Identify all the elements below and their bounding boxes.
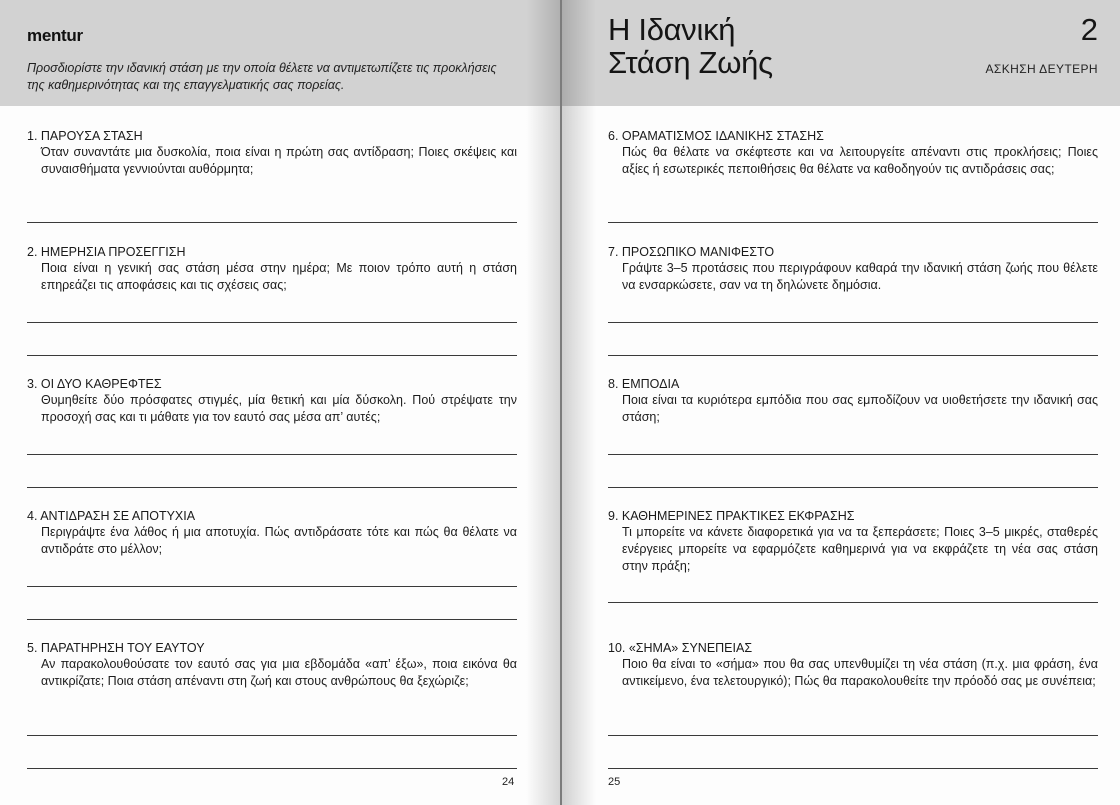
brand-logo: mentur: [27, 26, 83, 45]
question-body: Ποια είναι η γενική σας στάση μέσα στην ημέρα; Με ποιον τρόπο αυτή η στάση επηρεάζει τις αποφάσεις και τις σχέσεις σας;: [41, 261, 517, 292]
answer-line[interactable]: [608, 487, 1098, 488]
answer-line[interactable]: [608, 768, 1098, 769]
page-title: [608, 13, 773, 79]
intro-text: Προσδιορίστε την ιδανική στάση με την οποία θέλετε να αντιμετωπίζετε τις προκλήσεις της καθημερινότητας και της επαγγελματικής σας πορείας.: [27, 61, 497, 92]
question-body: Ποια είναι τα κυριότερα εμπόδια που σας εμποδίζουν να υιοθετήσετε την ιδανική σας στάση;: [622, 393, 1098, 424]
question-body: Θυμηθείτε δύο πρόσφατες στιγμές, μία θετική και μία δύσκολη. Πού στρέψατε την προσοχή σας και τι μάθατε για τον εαυτό σας μέσα απ’ αυτές;: [41, 393, 517, 424]
question-8: [608, 376, 1098, 426]
question-6: [608, 128, 1098, 178]
answer-line[interactable]: [27, 619, 517, 620]
question-title: 8. ΕΜΠΟΔΙΑ: [608, 377, 680, 391]
question-body: Περιγράψτε ένα λάθος ή μια αποτυχία. Πώς αντιδράσατε τότε και πώς θα θέλατε να αντιδράτε στο μέλλον;: [41, 525, 517, 556]
question-3: [27, 376, 517, 426]
answer-line[interactable]: [608, 454, 1098, 455]
question-title: 9. ΚΑΘΗΜΕΡΙΝΕΣ ΠΡΑΚΤΙΚΕΣ ΕΚΦΡΑΣΗΣ: [608, 509, 855, 523]
question-body: Πώς θα θέλατε να σκέφτεστε και να λειτουργείτε απέναντι στις προκλήσεις; Ποιες αξίες ή εσωτερικές πεποιθήσεις θα θέλατε να καθοδηγούν τις αντιδράσεις σας;: [622, 145, 1098, 176]
answer-line[interactable]: [27, 454, 517, 455]
answer-line[interactable]: [27, 322, 517, 323]
answer-line[interactable]: [608, 602, 1098, 603]
page-number: 25: [608, 776, 621, 788]
question-2: [27, 244, 517, 294]
answer-line[interactable]: [608, 222, 1098, 223]
question-title: 5. ΠΑΡΑΤΗΡΗΣΗ ΤΟΥ ΕΑΥΤΟΥ: [27, 641, 205, 655]
question-title: 1. ΠΑΡΟΥΣΑ ΣΤΑΣΗ: [27, 129, 143, 143]
question-title: 3. ΟΙ ΔΥΟ ΚΑΘΡΕΦΤΕΣ: [27, 377, 162, 391]
question-body: Ποιο θα είναι το «σήμα» που θα σας υπενθυμίζει τη νέα στάση (π.χ. μια φράση, ένα αντικείμενο, ένα τελετουργικό); Πώς θα παρακολουθείτε την πρόοδό σας με συνέπεια;: [622, 657, 1098, 688]
question-10: [608, 640, 1098, 690]
exercise-subtitle: ΑΣΚΗΣΗ ΔΕΥΤΕΡΗ: [985, 62, 1098, 76]
answer-line[interactable]: [608, 322, 1098, 323]
question-4: [27, 508, 517, 558]
gutter-shadow: [562, 0, 596, 805]
question-title: 2. ΗΜΕΡΗΣΙΑ ΠΡΟΣΕΓΓΙΣΗ: [27, 245, 186, 259]
question-body: Όταν συναντάτε μια δυσκολία, ποια είναι η πρώτη σας αντίδραση; Ποιες σκέψεις και συναισθήματα γεννιούνται αυθόρμητα;: [41, 145, 517, 176]
gutter-shadow: [526, 0, 560, 805]
title-line-1: Η Ιδανική: [608, 12, 736, 47]
question-5: [27, 640, 517, 690]
answer-line[interactable]: [608, 355, 1098, 356]
question-1: [27, 128, 517, 178]
answer-line[interactable]: [27, 735, 517, 736]
answer-line[interactable]: [27, 487, 517, 488]
answer-line[interactable]: [608, 735, 1098, 736]
answer-line[interactable]: [27, 768, 517, 769]
question-body: Γράψτε 3–5 προτάσεις που περιγράφουν καθαρά την ιδανική στάση ζωής που θέλετε να ενσαρκώσετε, σαν να τη δηλώνετε δημόσια.: [622, 261, 1098, 292]
question-7: [608, 244, 1098, 294]
answer-line[interactable]: [27, 222, 517, 223]
answer-line[interactable]: [27, 586, 517, 587]
question-title: 4. ΑΝΤΙΔΡΑΣΗ ΣΕ ΑΠΟΤΥΧΙΑ: [27, 509, 196, 523]
right-page: [562, 0, 1120, 805]
question-body: Αν παρακολουθούσατε τον εαυτό σας για μια εβδομάδα «απ’ έξω», ποια εικόνα θα αντικρίζατε; Ποια στάση απέναντι στη ζωή και στους ανθρώπους θα ξεχώριζε;: [41, 657, 517, 688]
question-title: 7. ΠΡΟΣΩΠΙΚΟ ΜΑΝΙΦΕΣΤΟ: [608, 245, 775, 259]
question-title: 10. «ΣΗΜΑ» ΣΥΝΕΠΕΙΑΣ: [608, 641, 753, 655]
answer-line[interactable]: [27, 355, 517, 356]
question-body: Τι μπορείτε να κάνετε διαφορετικά για να τα ξεπεράσετε; Ποιες 3–5 μικρές, σταθερές ενέργειες μπορείτε να εφαρμόζετε καθημερινά για να εκφράζετε τη νέα σας στάση στην πράξη;: [622, 525, 1098, 573]
question-title: 6. ΟΡΑΜΑΤΙΣΜΟΣ ΙΔΑΝΙΚΗΣ ΣΤΑΣΗΣ: [608, 129, 824, 143]
question-9: [608, 508, 1098, 575]
page-number: 24: [502, 776, 515, 788]
title-line-2: Στάση Ζωής: [608, 45, 773, 80]
exercise-number: 2: [1080, 12, 1098, 47]
